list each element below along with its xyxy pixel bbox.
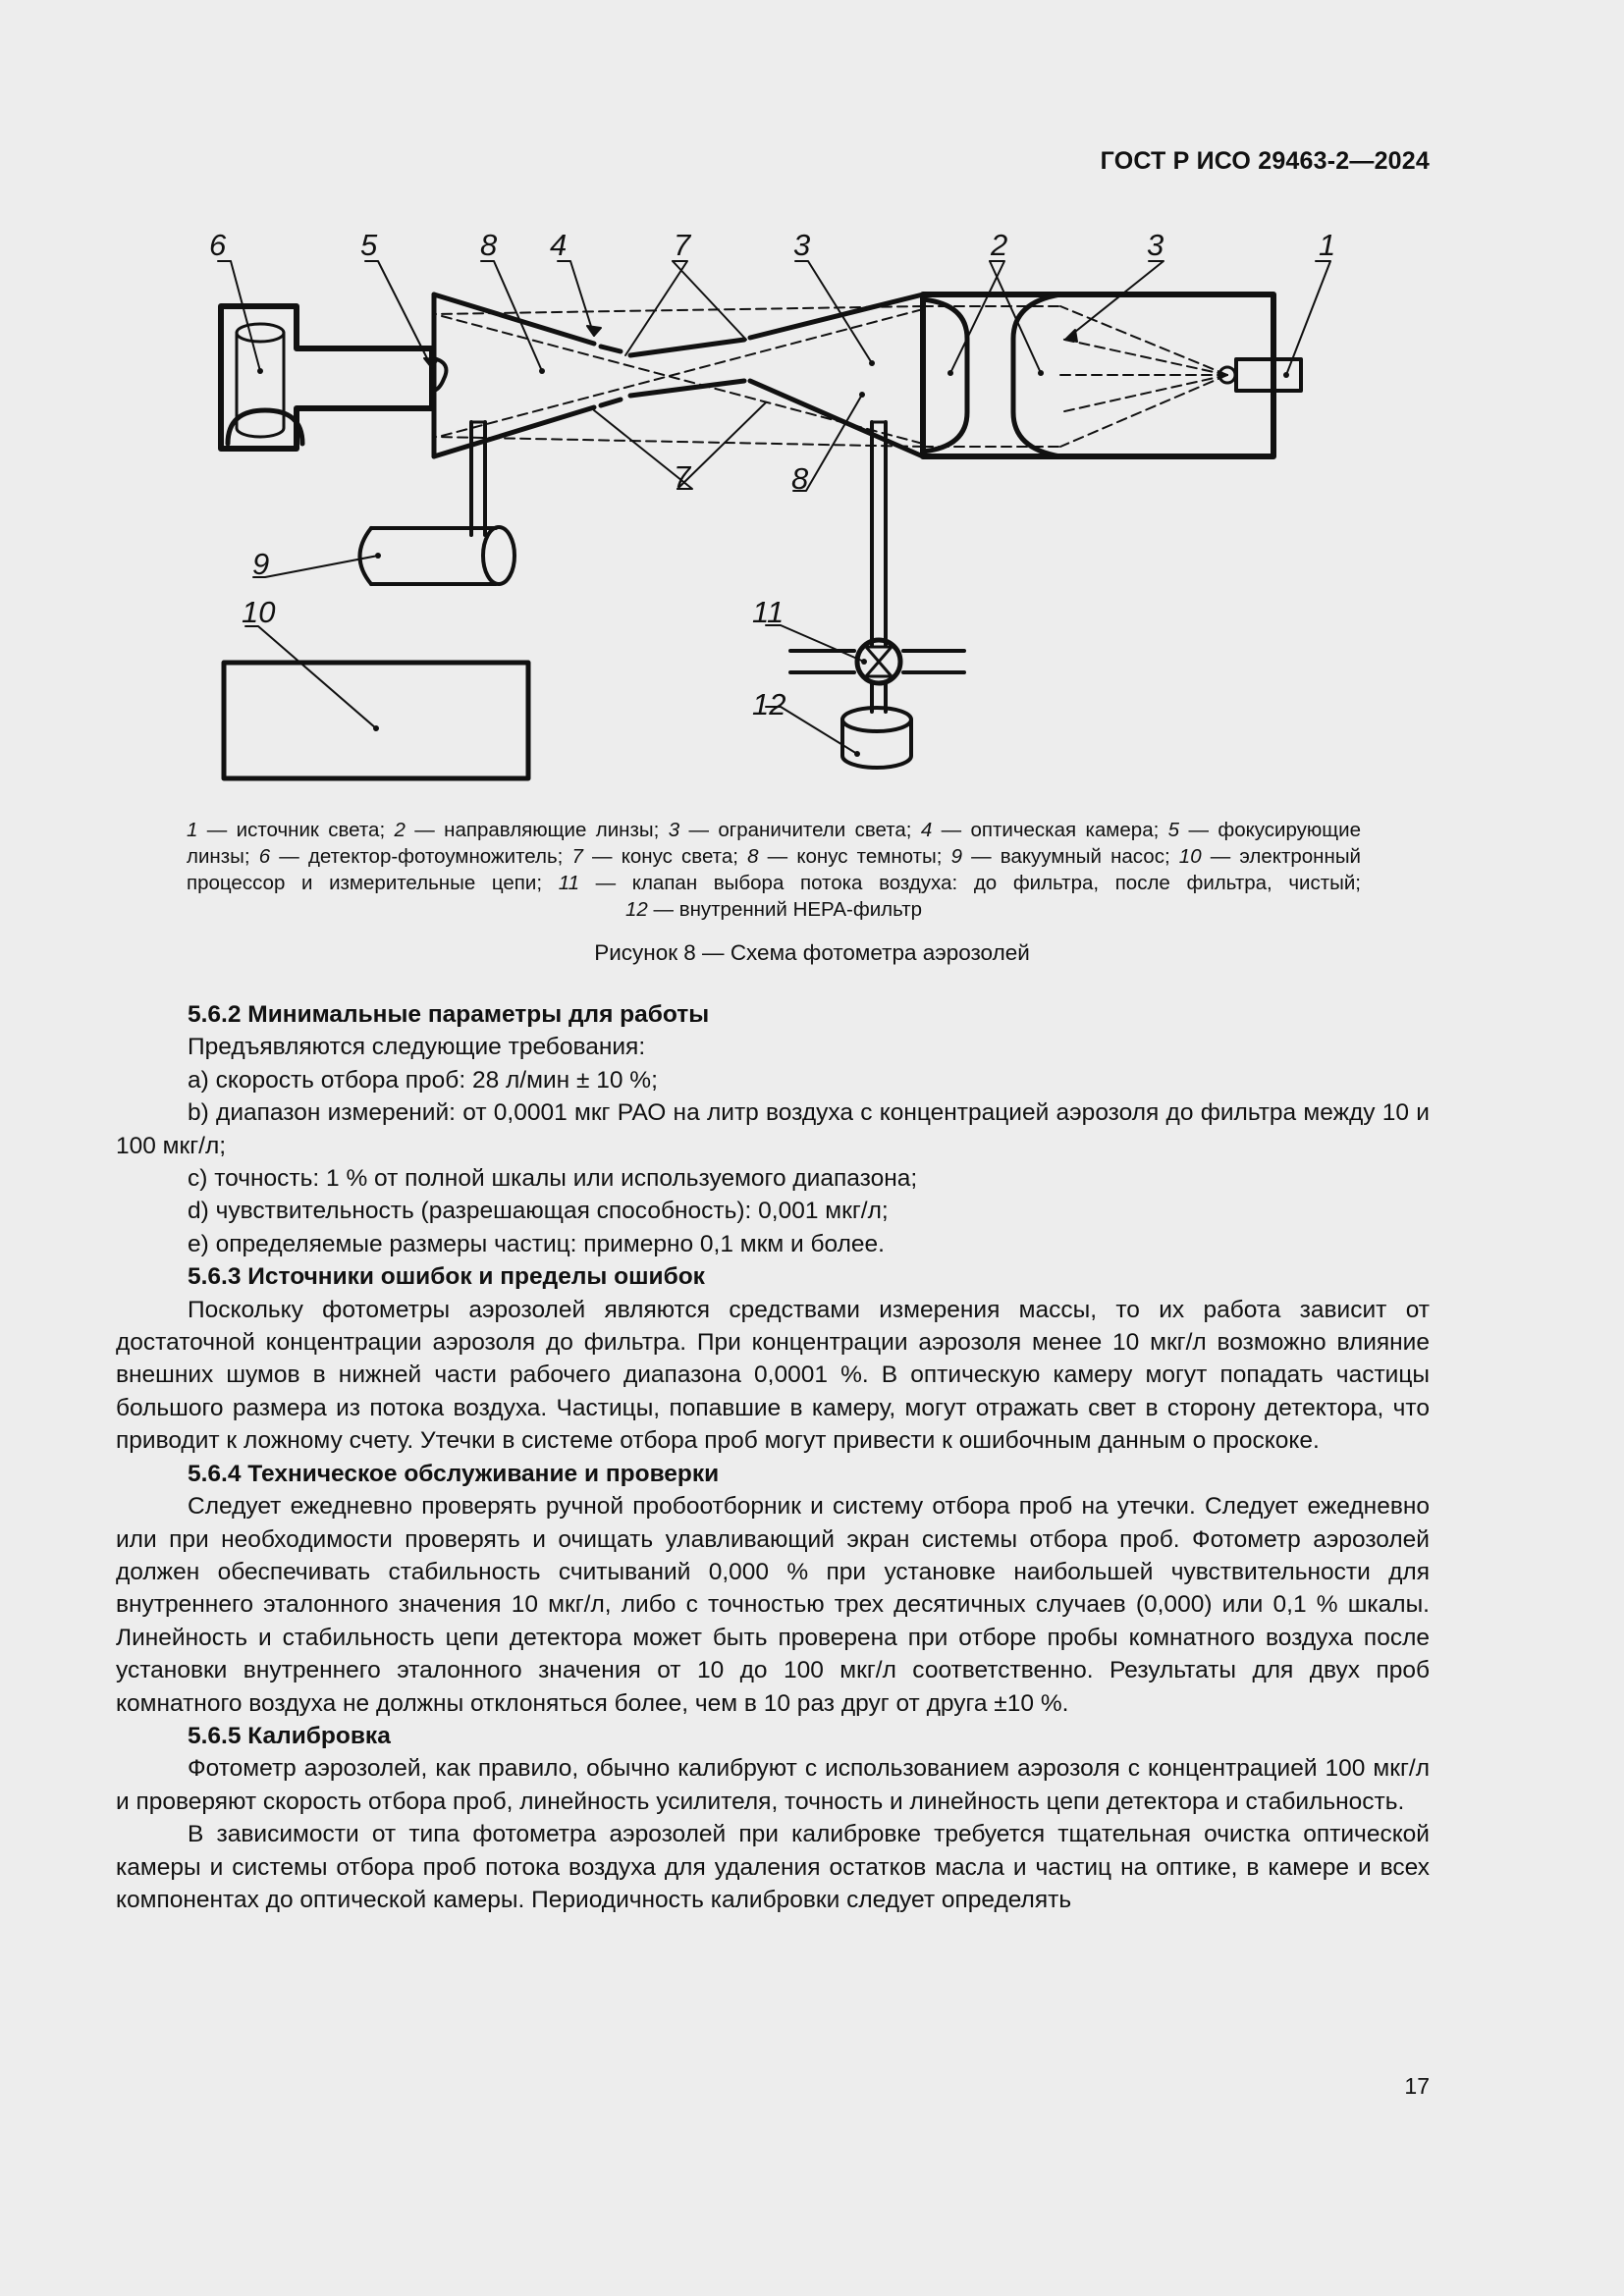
document-code: ГОСТ Р ИСО 29463-2—2024 [1100,147,1430,175]
detector-housing [221,306,432,449]
list-item: b) диапазон измерений: от 0,0001 мкг РАО на литр воздуха с концентрацией аэрозоля до фильтра между 10 и 100 мкг/л; [116,1099,1430,1159]
document-body [116,998,1430,1916]
photometer-diagram [196,216,1434,805]
label-11: 11 [752,595,785,629]
list-item: a) скорость отбора проб: 28 л/мин ± 10 %; [188,1066,658,1094]
paragraph: Предъявляются следующие требования: [188,1034,646,1061]
label-5: 5 [360,228,378,262]
legend-line: 12 — внутренний НЕРА-фильтр [624,898,923,921]
list-item: d) чувствительность (разрешающая способность): 0,001 мкг/л; [188,1198,889,1225]
section-heading: 5.6.4 Техническое обслуживание и проверки [188,1460,720,1487]
label-4: 4 [550,228,568,262]
section-heading: 5.6.2 Минимальные параметры для работы [188,1001,710,1028]
section-heading: 5.6.3 Источники ошибок и пределы ошибок [188,1263,705,1291]
label-3-left: 3 [793,228,811,262]
paragraph: Фотометр аэрозолей, как правило, обычно калибруют с использованием аэрозоля с концентрацией 100 мкг/л и проверяют скорость отбора проб, линейность усилителя, точность и линейность цепи детектора и стабильность. [116,1755,1430,1815]
label-1: 1 [1319,228,1336,262]
list-item: c) точность: 1 % от полной шкалы или используемого диапазона; [188,1165,918,1193]
label-2: 2 [991,228,1008,262]
legend-line: процессор и измерительные цепи; 11 — клапан выбора потока воздуха: до фильтра, после фильтра, чистый; [187,872,1361,894]
label-8-top: 8 [480,228,498,262]
list-item: e) определяемые размеры частиц: примерно 0,1 мкм и более. [188,1230,885,1257]
label-12: 12 [752,687,786,721]
figure-legend [187,817,1361,923]
paragraph: Следует ежедневно проверять ручной пробоотборник и систему отбора проб на утечки. Следует ежедневно или при необходимости проверять и очищать улавливающий экран системы отбора проб. Фотометр аэрозолей должен обеспечивать стабильность считываний 0,000 % при установке наибольшей чувствительности для внутреннего эталонного значения 10 мкг/л, либо с точностью трех десятичных случаев (0,000) или 0,1 % шкалы. Линейность и стабильность цепи детектора может быть проверена при отборе пробы комнатного воздуха после установки внутреннего эталонного значения от 10 до 100 мкг/л соответственно. Результаты для двух проб комнатного воздуха не должны отклоняться более, чем в 10 раз друг от друга ±10 %. [116,1493,1430,1717]
legend-line: линзы; 6 — детектор-фотоумножитель; 7 — конус света; 8 — конус темноты; 9 — вакуумный насос; 10 — электронный [187,845,1362,868]
label-10: 10 [242,595,276,629]
label-6: 6 [209,228,227,262]
label-7-top: 7 [674,228,691,262]
page-number: 17 [1404,2073,1430,2099]
label-9: 9 [252,547,270,581]
legend-line: 1 — источник света; 2 — направляющие линзы; 3 — ограничители света; 4 — оптическая камера; 5 — фокусирующие [187,819,1362,841]
paragraph: Поскольку фотометры аэрозолей являются средствами измерения массы, то их работа зависит от достаточной концентрации аэрозоля до фильтра. При концентрации аэрозоля менее 10 мкг/л возможно влияние внешних шумов в нижней части рабочего диапазона 0,0001 %. В оптическую камеру могут попадать частицы большого размера из потока воздуха. Частицы, попавшие в камеру, могут отражать свет в сторону детектора, что приводит к ложному счету. Утечки в системе отбора проб могут привести к ошибочным данным о проскоке. [116,1296,1430,1455]
label-3-right: 3 [1147,228,1164,262]
label-8-bottom: 8 [791,461,809,496]
section-heading: 5.6.5 Калибровка [188,1722,391,1749]
label-7-bottom: 7 [674,459,691,494]
paragraph: В зависимости от типа фотометра аэрозолей при калибровке требуется тщательная очистка оптической камеры и системы отбора проб потока воздуха для удаления остатков масла и частиц на оптике, в камере и всех компонентах до оптической камеры. Периодичность калибровки следует определять [116,1821,1430,1913]
figure-caption: Рисунок 8 — Схема фотометра аэрозолей [594,940,1030,965]
